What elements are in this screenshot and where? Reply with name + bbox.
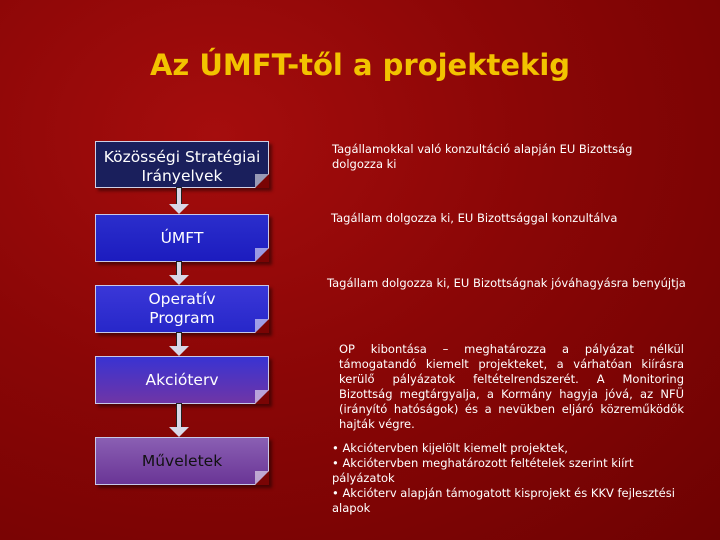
box-muveletek	[95, 437, 269, 485]
box-akcioterv	[95, 356, 269, 404]
down-arrow-icon	[173, 403, 185, 438]
box-label-line1: Operatív	[148, 290, 216, 308]
box-operativ-program	[95, 285, 269, 333]
down-arrow-icon	[173, 187, 185, 215]
box-label-line1: Közösségi Stratégiai	[103, 147, 261, 166]
note-akcioterv: OP kibontása – meghatározza a pályázat nélkül támogatandó kiemelt projekteket, a várhatóan kiírásra kerülő pályázatok feltételrendszerét. A Monitoring Bizottság megtárgyalja, a Kormány hagyja jóvá, az NFÜ (irányító hatóságok) és a nevükben eljáró közreműködők hajták végre.	[339, 342, 684, 431]
bullet-item: • Akciótervben meghatározott feltételek szerint kiírt pályázatok	[332, 456, 634, 485]
slide-title: Az ÚMFT-től a projektekig	[149, 48, 571, 82]
box-label-line1: Akcióterv	[145, 370, 219, 389]
page-curl-icon	[255, 174, 269, 188]
page-curl-icon	[255, 471, 269, 485]
page-curl-icon	[255, 390, 269, 404]
box-label-line2: Irányelvek	[141, 166, 223, 185]
note-umft: Tagállam dolgozza ki, EU Bizottsággal konzultálva	[331, 211, 618, 225]
box-kozossegi-strategiai-iranyelvek	[95, 141, 269, 188]
bullet-item: • Akcióterv alapján támogatott kisprojekt és KKV fejlesztési alapok	[332, 486, 675, 515]
page-curl-icon	[255, 319, 269, 333]
box-umft	[95, 214, 269, 262]
down-arrow-icon	[173, 332, 185, 357]
bullet-item: • Akciótervben kijelölt kiemelt projektek,	[332, 441, 568, 455]
note-kozossegi: Tagállamokkal való konzultáció alapján EU Bizottság dolgozza ki	[332, 142, 633, 171]
note-muveletek	[332, 441, 677, 516]
box-label-line1: Műveletek	[141, 451, 223, 470]
note-operativ-program: Tagállam dolgozza ki, EU Bizottságnak jóváhagyásra benyújtja	[327, 276, 686, 290]
box-label-line1: ÚMFT	[160, 228, 204, 247]
down-arrow-icon	[173, 261, 185, 286]
box-label-line2: Program	[149, 309, 215, 327]
page-curl-icon	[255, 248, 269, 262]
